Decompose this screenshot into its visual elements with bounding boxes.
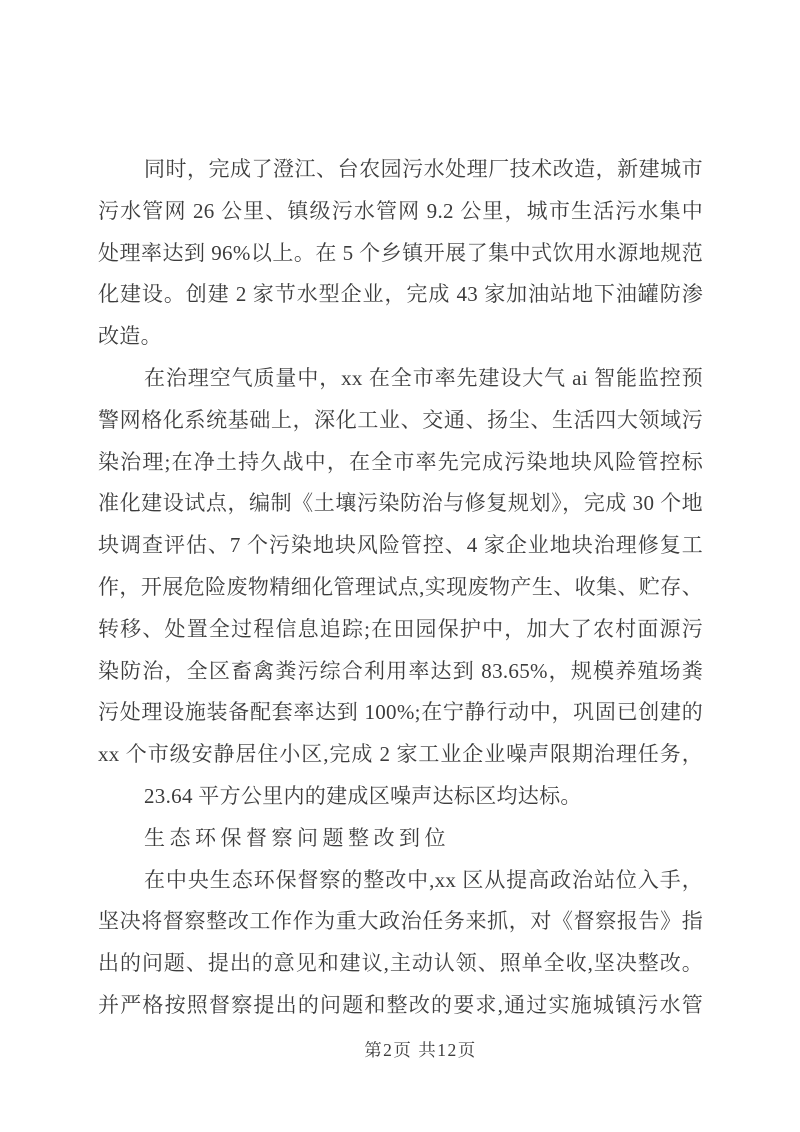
- text-line: 在治理空气质量中，xx 在全市率先建设大气 ai 智能监控预: [144, 365, 703, 390]
- text-line: 同时，完成了澄江、台农园污水处理厂技术改造，新建城市: [144, 157, 703, 181]
- text-line: 染治理;在净土持久战中，在全市率先完成污染地块风险管控标: [98, 449, 703, 474]
- text-line: 准化建设试点，编制《土壤污染防治与修复规划》，完成 30 个地: [98, 491, 703, 516]
- document-lines: [98, 149, 703, 1027]
- text-line: 警网格化系统基础上，深化工业、交通、扬尘、生活四大领域污: [98, 407, 703, 432]
- text-line: 染防治，全区畜禽粪污综合利用率达到 83.65%，规模养殖场粪: [98, 658, 703, 683]
- text-line: 污处理设施装备配套率达到 100%;在宁静行动中，巩固已创建的: [98, 700, 703, 725]
- text-line: 处理率达到 96%以上。在 5 个乡镇开展了集中式饮用水源地规范: [98, 240, 703, 265]
- text-line: 转移、处置全过程信息追踪;在田园保护中，加大了农村面源污: [98, 616, 703, 641]
- text-line: 出的问题、提出的意见和建议,主动认领、照单全收,坚决整改。: [98, 951, 703, 976]
- page-number-label: 第2页 共12页: [364, 1040, 477, 1060]
- text-line: 作，开展危险废物精细化管理试点,实现废物产生、收集、贮存、: [98, 574, 703, 599]
- page-footer: [98, 1038, 703, 1062]
- text-line: 23.64 平方公里内的建成区噪声达标区均达标。: [144, 783, 582, 808]
- text-line: 化建设。创建 2 家节水型企业，完成 43 家加油站地下油罐防渗: [98, 282, 703, 307]
- text-line: xx 个市级安静居住小区,完成 2 家工业企业噪声限期治理任务，: [98, 742, 703, 767]
- section-heading: 生态环保督察问题整改到位: [144, 825, 450, 850]
- text-line: 坚决将督察整改工作作为重大政治任务来抓，对《督察报告》指: [98, 909, 703, 934]
- text-line: 在中央生态环保督察的整改中,xx 区从提高政治站位入手，: [144, 867, 703, 892]
- text-line: 块调查评估、7 个污染地块风险管控、4 家企业地块治理修复工: [98, 533, 703, 558]
- text-line: 并严格按照督察提出的问题和整改的要求,通过实施城镇污水管: [98, 992, 703, 1017]
- text-line: 污水管网 26 公里、镇级污水管网 9.2 公里，城市生活污水集中: [98, 198, 703, 223]
- text-line: 改造。: [98, 324, 162, 349]
